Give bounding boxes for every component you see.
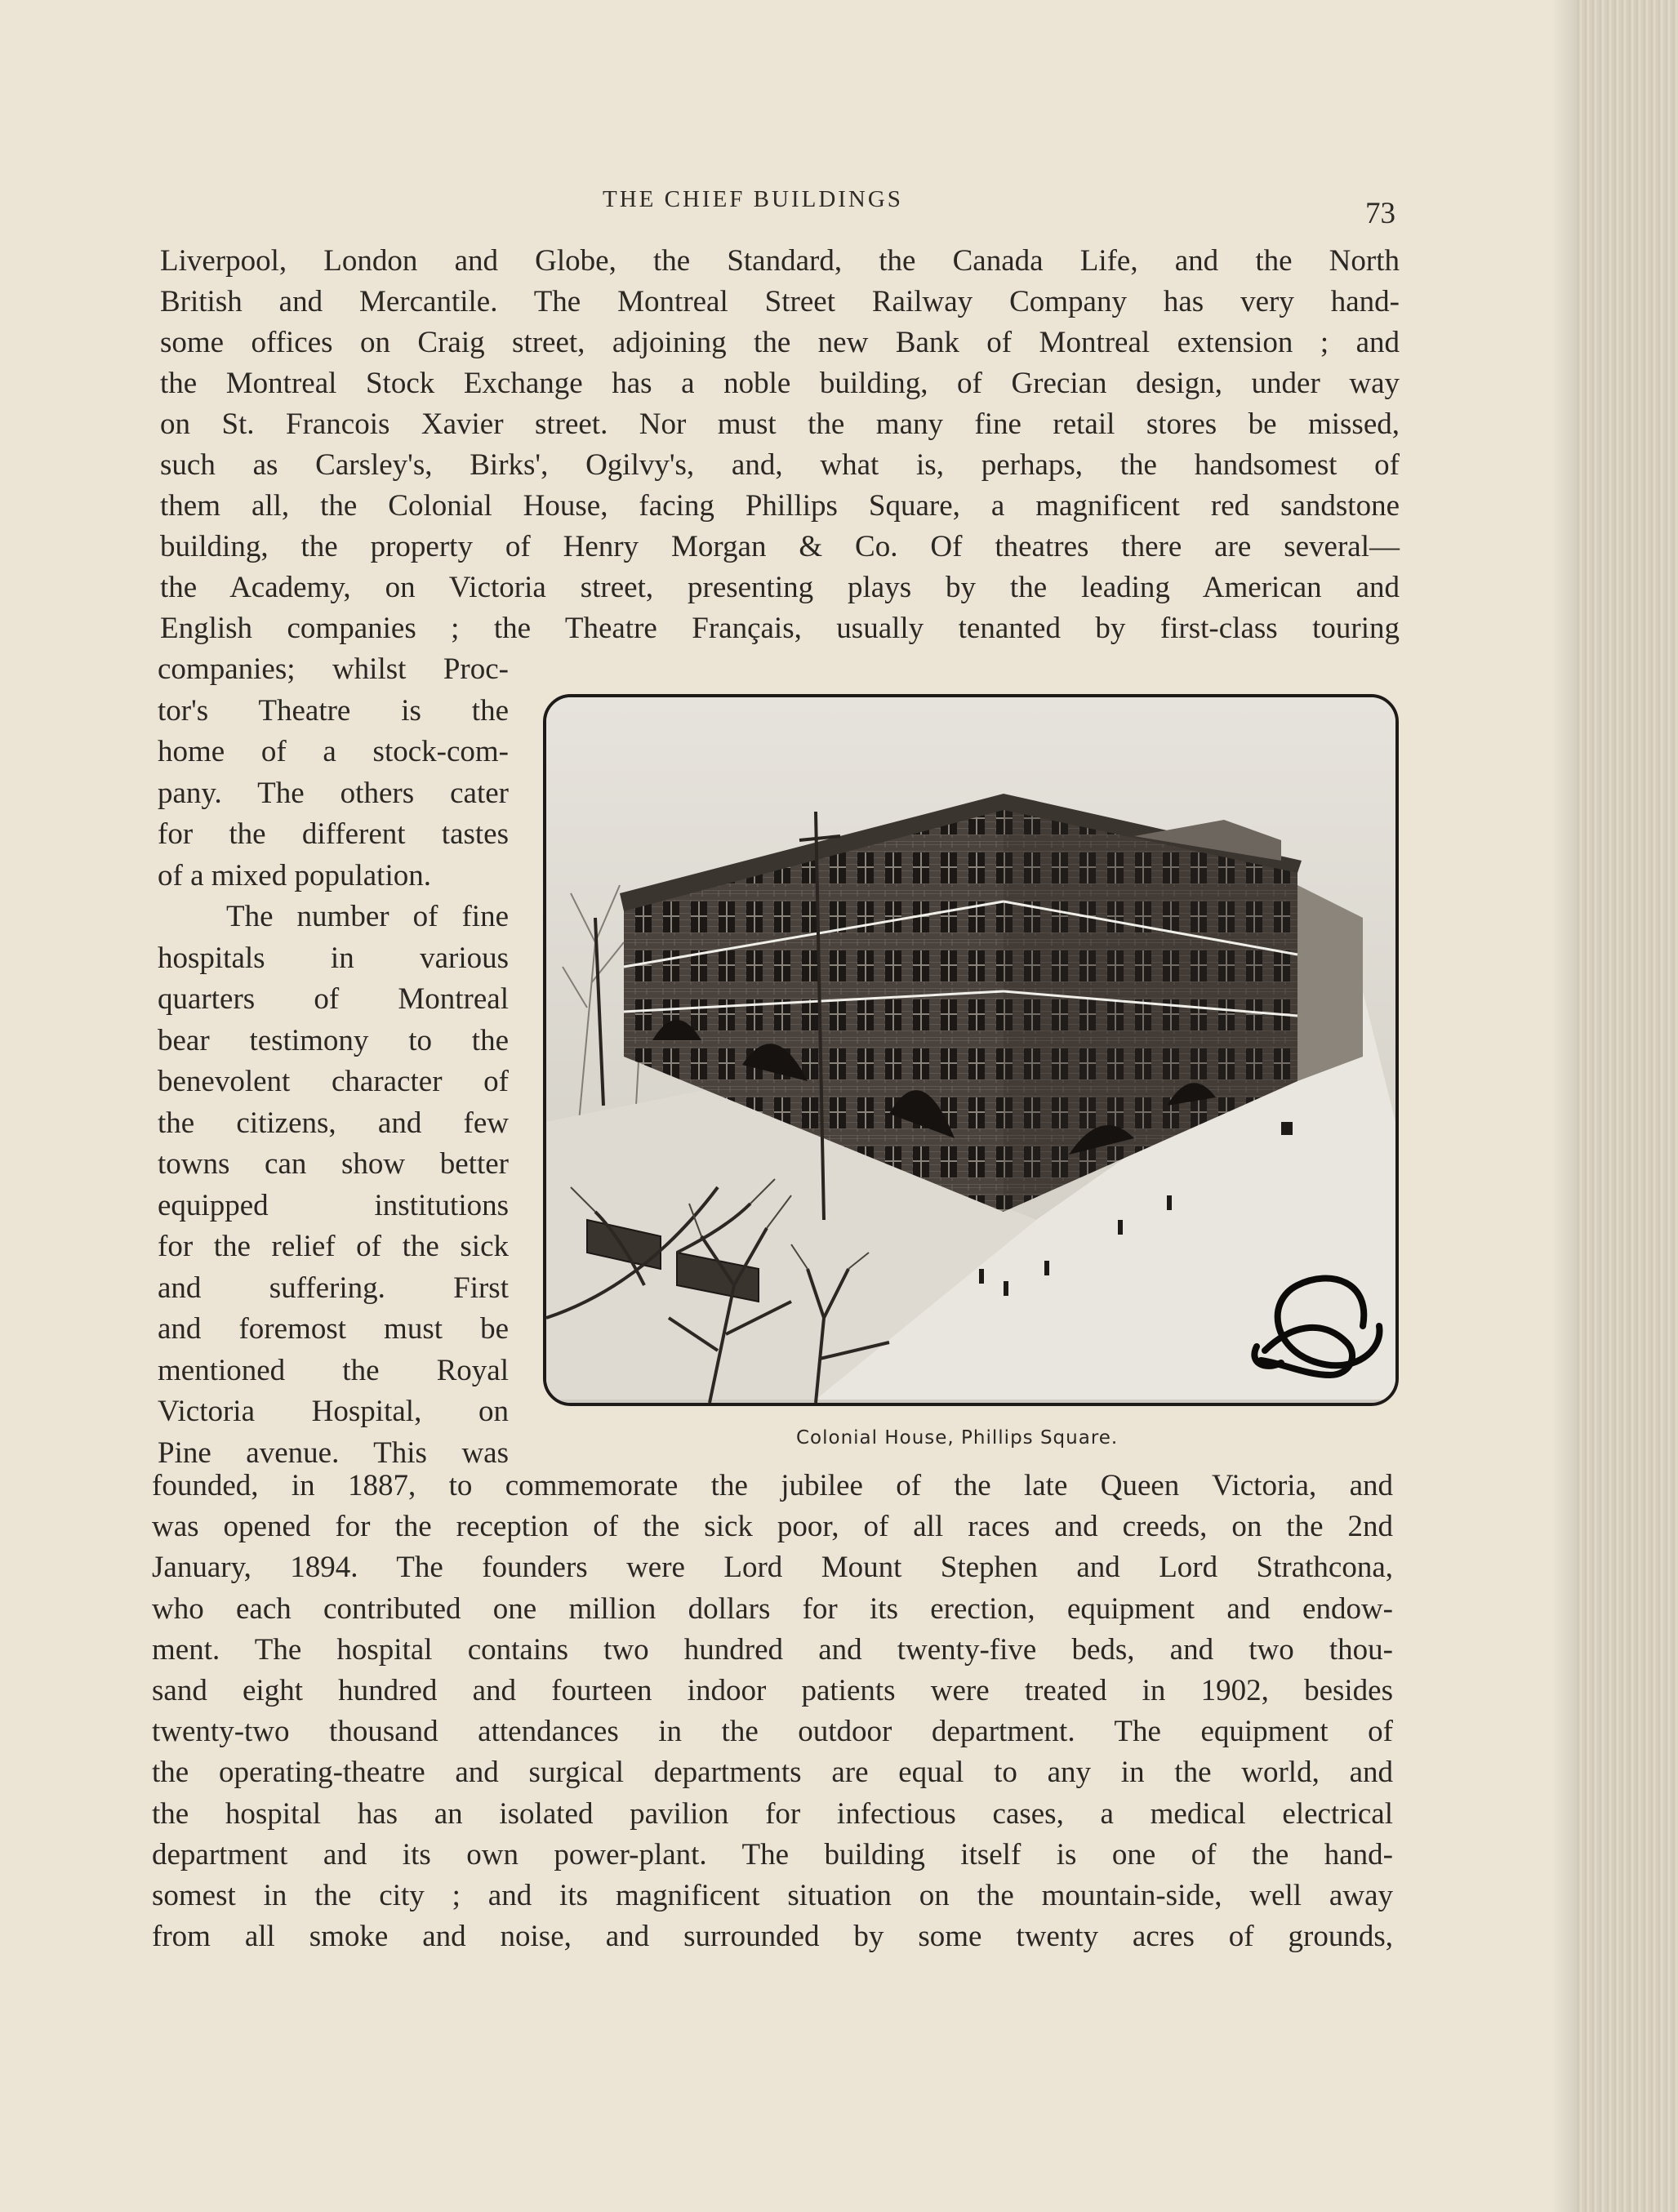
text-line: on St. Francois Xavier street. Nor must the many fine retail stores be missed, bbox=[160, 407, 1400, 441]
figure-caption: Colonial House, Phillips Square. bbox=[796, 1427, 1119, 1449]
text-line: such as Carsley's, Birks', Ogilvy's, and, what is, perhaps, the handsomest of bbox=[160, 448, 1400, 482]
text-line: the Montreal Stock Exchange has a noble building, of Grecian design, under way bbox=[160, 367, 1400, 400]
photo-frame bbox=[543, 694, 1399, 1406]
figure-colonial-house bbox=[543, 694, 1399, 1406]
page-stack-edge bbox=[1576, 0, 1678, 2212]
text-line: English companies ; the Theatre Français, usually tenanted by first-class touring bbox=[160, 612, 1400, 645]
building-photo bbox=[546, 697, 1395, 1403]
text-line: for the different tastes bbox=[158, 817, 509, 851]
page-number: 73 bbox=[1365, 197, 1395, 230]
bottom-paragraph bbox=[152, 1466, 1393, 1957]
text-line: who each contributed one million dollars for its erection, equipment and endow- bbox=[152, 1591, 1393, 1626]
text-line: Liverpool, London and Globe, the Standard, the Canada Life, and the North bbox=[160, 244, 1400, 278]
text-line: the Academy, on Victoria street, presenting plays by the leading American and bbox=[160, 571, 1400, 604]
text-line: twenty-two thousand attendances in the outdoor department. The equipment of bbox=[152, 1715, 1393, 1749]
text-line: equipped institutions bbox=[158, 1188, 509, 1222]
text-line: tor's Theatre is the bbox=[158, 693, 509, 728]
text-line: ment. The hospital contains two hundred and twenty-five beds, and two thou- bbox=[152, 1632, 1393, 1667]
top-paragraph bbox=[160, 241, 1400, 649]
text-line: towns can show better bbox=[158, 1147, 509, 1181]
text-line: mentioned the Royal bbox=[158, 1353, 509, 1387]
text-line: the citizens, and few bbox=[158, 1106, 509, 1140]
text-line: Pine avenue. This was bbox=[158, 1435, 509, 1470]
text-line: and foremost must be bbox=[158, 1312, 509, 1346]
text-line: home of a stock-com- bbox=[158, 735, 509, 768]
running-head: THE CHIEF BUILDINGS bbox=[603, 186, 903, 212]
text-line: The number of fine bbox=[226, 900, 509, 933]
text-line: companies; whilst Proc- bbox=[158, 652, 509, 686]
text-line: building, the property of Henry Morgan & Co. Of theatres there are several— bbox=[160, 530, 1400, 563]
text-line: for the relief of the sick bbox=[158, 1230, 509, 1263]
text-line: the hospital has an isolated pavilion for infectious cases, a medical electrical bbox=[152, 1796, 1393, 1831]
text-line: Victoria Hospital, on bbox=[158, 1395, 509, 1428]
text-line: hospitals in various bbox=[158, 941, 509, 975]
text-line: founded, in 1887, to commemorate the jubilee of the late Queen Victoria, and bbox=[152, 1469, 1393, 1502]
text-line: bear testimony to the bbox=[158, 1023, 509, 1057]
text-line: somest in the city ; and its magnificent situation on the mountain-side, well away bbox=[152, 1878, 1393, 1912]
text-line: department and its own power-plant. The building itself is one of the hand- bbox=[152, 1837, 1393, 1872]
text-line: quarters of Montreal bbox=[158, 982, 509, 1016]
text-line: and suffering. First bbox=[158, 1271, 509, 1305]
text-line: was opened for the reception of the sick poor, of all races and creeds, on the 2nd bbox=[152, 1510, 1393, 1544]
text-line: the operating-theatre and surgical departments are equal to any in the world, and bbox=[152, 1756, 1393, 1790]
text-line: sand eight hundred and fourteen indoor patients were treated in 1902, besides bbox=[152, 1673, 1393, 1707]
text-line: some offices on Craig street, adjoining the new Bank of Montreal extension ; and bbox=[160, 326, 1400, 359]
text-line: British and Mercantile. The Montreal Street Railway Company has very hand- bbox=[160, 285, 1400, 318]
text-line: January, 1894. The founders were Lord Mount Stephen and Lord Strathcona, bbox=[152, 1551, 1393, 1585]
text-line: them all, the Colonial House, facing Phillips Square, a magnificent red sandstone bbox=[160, 489, 1400, 523]
text-line: pany. The others cater bbox=[158, 776, 509, 810]
text-line: of a mixed population. bbox=[158, 858, 431, 892]
text-line: from all smoke and noise, and surrounded by some twenty acres of grounds, bbox=[152, 1920, 1393, 1954]
side-column-text bbox=[158, 649, 509, 1474]
text-line: benevolent character of bbox=[158, 1065, 509, 1098]
